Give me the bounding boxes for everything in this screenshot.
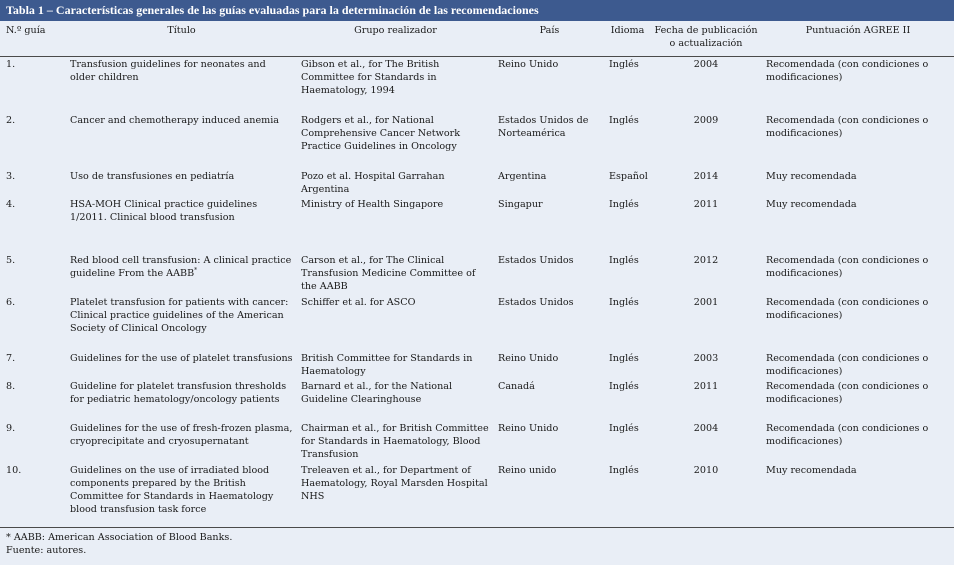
- table-row: [0, 351, 954, 379]
- cell-num: 4.: [6, 198, 16, 210]
- cell-year: 2010: [693, 464, 719, 476]
- cell-score: Recomendada (con condiciones o modificaciones): [766, 380, 929, 405]
- source-note: Fuente: autores.: [6, 545, 87, 556]
- table-notes: [0, 527, 954, 565]
- cell-country: Reino Unido: [498, 59, 559, 70]
- guidelines-table: [0, 21, 954, 521]
- cell-country: Reino unido: [498, 464, 557, 476]
- cell-score: Recomendada (con condiciones o modificaciones): [766, 296, 929, 321]
- table-row: [0, 169, 954, 197]
- cell-score: Recomendada (con condiciones o modificaciones): [766, 59, 929, 83]
- cell-score: Muy recomendada: [766, 464, 857, 476]
- cell-country: Singapur: [498, 198, 543, 210]
- cell-group: Schiffer et al. for ASCO: [301, 296, 416, 308]
- cell-group: Rodgers et al., for National Comprehensive Cancer Network Practice Guidelines in Oncology: [301, 114, 461, 152]
- cell-country: Argentina: [498, 170, 547, 182]
- cell-year: 2003: [693, 352, 719, 364]
- header-score: Puntuación AGREE II: [762, 21, 954, 57]
- cell-year: 2011: [693, 380, 719, 392]
- cell-title: Red blood cell transfusion: A clinical practice guideline From the AABB*: [70, 254, 292, 279]
- cell-num: 5.: [6, 254, 16, 266]
- cell-group: Carson et al., for The Clinical Transfusion Medicine Committee of the AABB: [301, 254, 476, 292]
- cell-year: 2011: [693, 198, 719, 210]
- cell-group: British Committee for Standards in Haematology: [301, 352, 473, 377]
- cell-group: Barnard et al., for the National Guideline Clearinghouse: [301, 380, 453, 405]
- cell-language: Inglés: [609, 296, 639, 308]
- cell-num: 7.: [6, 352, 16, 364]
- cell-score: Recomendada (con condiciones o modificaciones): [766, 352, 929, 377]
- cell-num: 10.: [6, 464, 22, 476]
- cell-group: Gibson et al., for The British Committee for Standards in Haematology, 1994: [301, 59, 440, 96]
- cell-num: 1.: [6, 59, 16, 70]
- cell-country: Estados Unidos de Norteamérica: [498, 114, 589, 139]
- cell-title: HSA-MOH Clinical practice guidelines 1/2011. Clinical blood transfusion: [70, 198, 258, 223]
- header-num: N.º guía: [0, 21, 66, 57]
- cell-language: Inglés: [609, 59, 639, 70]
- cell-group: Chairman et al., for British Committee for Standards in Haematology, Blood Transfusion: [301, 422, 489, 460]
- cell-country: Reino Unido: [498, 352, 559, 364]
- cell-title: Guideline for platelet transfusion thresholds for pediatric hematology/oncology patients: [70, 380, 287, 405]
- cell-score: Muy recomendada: [766, 198, 857, 210]
- cell-country: Estados Unidos: [498, 296, 574, 308]
- footnote: * AABB: American Association of Blood Banks.: [6, 532, 233, 543]
- cell-language: Inglés: [609, 464, 639, 476]
- header-title: Título: [66, 21, 297, 57]
- cell-score: Recomendada (con condiciones o modificaciones): [766, 114, 929, 139]
- footnote-marker: *: [194, 266, 198, 274]
- cell-title: Cancer and chemotherapy induced anemia: [70, 114, 280, 126]
- cell-language: Inglés: [609, 380, 639, 392]
- table-row: [0, 295, 954, 351]
- cell-country: Canadá: [498, 380, 535, 392]
- table-row: [0, 463, 954, 521]
- header-row: [0, 21, 954, 57]
- cell-language: Inglés: [609, 254, 639, 266]
- cell-title: Guidelines for the use of platelet transfusions: [70, 352, 293, 364]
- cell-language: Español: [609, 170, 648, 182]
- cell-year: 2014: [693, 170, 719, 182]
- cell-year: 2004: [693, 422, 719, 434]
- cell-num: 8.: [6, 380, 16, 392]
- cell-language: Inglés: [609, 198, 639, 210]
- header-group: Grupo realizador: [297, 21, 494, 57]
- table-row: [0, 379, 954, 421]
- cell-language: Inglés: [609, 352, 639, 364]
- header-language: Idioma: [605, 21, 650, 57]
- cell-year: 2009: [693, 114, 719, 126]
- cell-num: 2.: [6, 114, 16, 126]
- header-country: País: [494, 21, 605, 57]
- cell-title: Platelet transfusion for patients with cancer: Clinical practice guidelines of the American Society of Clinical Oncology: [70, 296, 289, 334]
- cell-year: 2004: [693, 59, 719, 70]
- table-row: [0, 57, 954, 113]
- cell-group: Ministry of Health Singapore: [301, 198, 444, 210]
- cell-score: Muy recomendada: [766, 170, 857, 182]
- cell-num: 3.: [6, 170, 16, 182]
- cell-score: Recomendada (con condiciones o modificaciones): [766, 254, 929, 279]
- cell-num: 6.: [6, 296, 16, 308]
- cell-language: Inglés: [609, 422, 639, 434]
- cell-title: Uso de transfusiones en pediatría: [70, 170, 235, 182]
- table-row: [0, 421, 954, 463]
- cell-num: 9.: [6, 422, 16, 434]
- table-row: [0, 253, 954, 295]
- cell-title: Guidelines on the use of irradiated blood components prepared by the British Committee for Standards in Haematology blood transfusion task force: [70, 464, 274, 515]
- cell-language: Inglés: [609, 114, 639, 126]
- cell-year: 2012: [693, 254, 719, 266]
- cell-group: Treleaven et al., for Department of Haematology, Royal Marsden Hospital NHS: [301, 464, 488, 502]
- header-date: Fecha de publicación o actualización: [650, 21, 762, 57]
- table-row: [0, 113, 954, 169]
- cell-title: Guidelines for the use of fresh-frozen plasma, cryoprecipitate and cryosupernatant: [70, 422, 293, 447]
- table-row: [0, 197, 954, 253]
- cell-country: Reino Unido: [498, 422, 559, 434]
- cell-country: Estados Unidos: [498, 254, 574, 266]
- table-caption: Tabla 1 – Características generales de las guías evaluadas para la determinación de las recomendaciones: [0, 0, 954, 21]
- cell-year: 2001: [693, 296, 719, 308]
- cell-score: Recomendada (con condiciones o modificaciones): [766, 422, 929, 447]
- cell-title: Transfusion guidelines for neonates and older children: [70, 59, 266, 83]
- cell-group: Pozo et al. Hospital Garrahan Argentina: [301, 170, 445, 195]
